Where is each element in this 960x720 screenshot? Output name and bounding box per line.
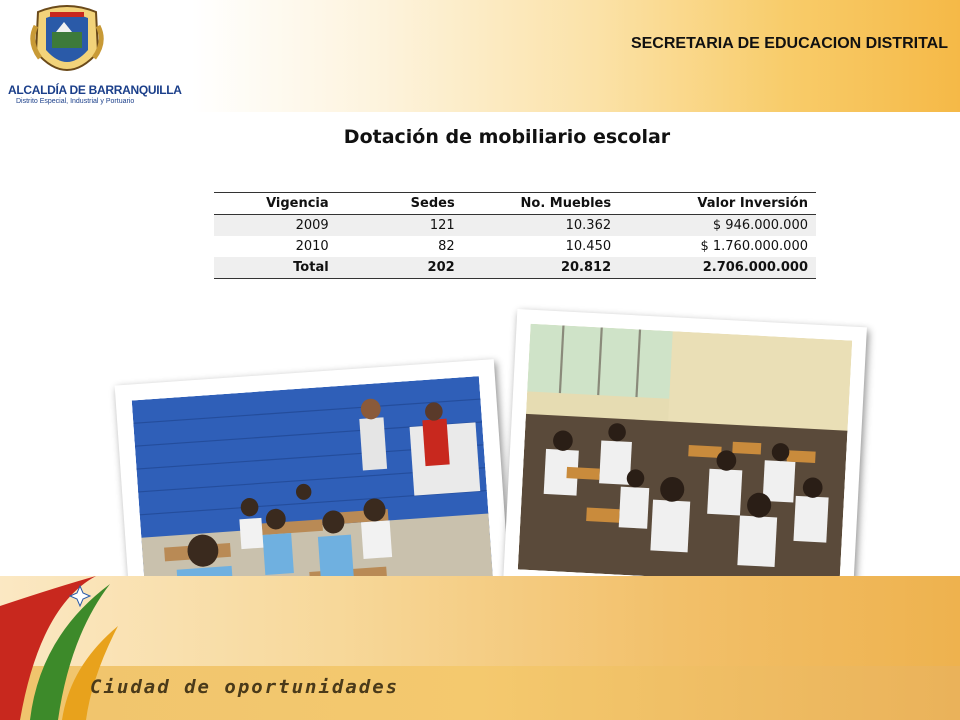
table-cell: 10.450	[565, 239, 612, 254]
column-header: Vigencia	[214, 193, 337, 215]
slogan-text: Ciudad de oportunidades	[90, 676, 400, 698]
photo-image	[518, 324, 852, 587]
table-cell: 121	[337, 215, 463, 237]
table-cell: 2.706.000.000	[619, 257, 816, 279]
coat-of-arms-icon	[26, 2, 108, 84]
table-row	[214, 236, 816, 257]
alcaldia-logo	[4, 2, 182, 110]
table-cell: 10.362	[463, 215, 619, 237]
logo-subtitle: Distrito Especial, Industrial y Portuario	[16, 98, 135, 105]
classroom-photo-2	[503, 309, 867, 601]
table-cell: $ 1.760.000.000	[700, 239, 808, 254]
table-cell: 20.812	[463, 257, 619, 279]
department-name: SECRETARIA DE EDUCACION DISTRITAL	[630, 35, 948, 52]
column-header: No. Muebles	[463, 193, 619, 215]
table-cell: 2009	[214, 215, 337, 237]
table-row	[214, 215, 816, 237]
table-cell: 2010	[295, 239, 329, 254]
page-title: Dotación de mobiliario escolar	[343, 126, 671, 148]
decorative-swoosh-icon	[0, 576, 120, 720]
column-header: Sedes	[337, 193, 463, 215]
logo-title: ALCALDÍA DE BARRANQUILLA	[8, 83, 182, 97]
table-cell: 202	[337, 257, 463, 279]
table-cell: Total	[214, 257, 337, 279]
table-cell: 82	[438, 239, 455, 254]
furniture-table	[214, 192, 816, 279]
table-total-row	[214, 257, 816, 279]
table-cell: $ 946.000.000	[619, 215, 816, 237]
column-header: Valor Inversión	[619, 193, 816, 215]
table-header-row	[214, 193, 816, 215]
